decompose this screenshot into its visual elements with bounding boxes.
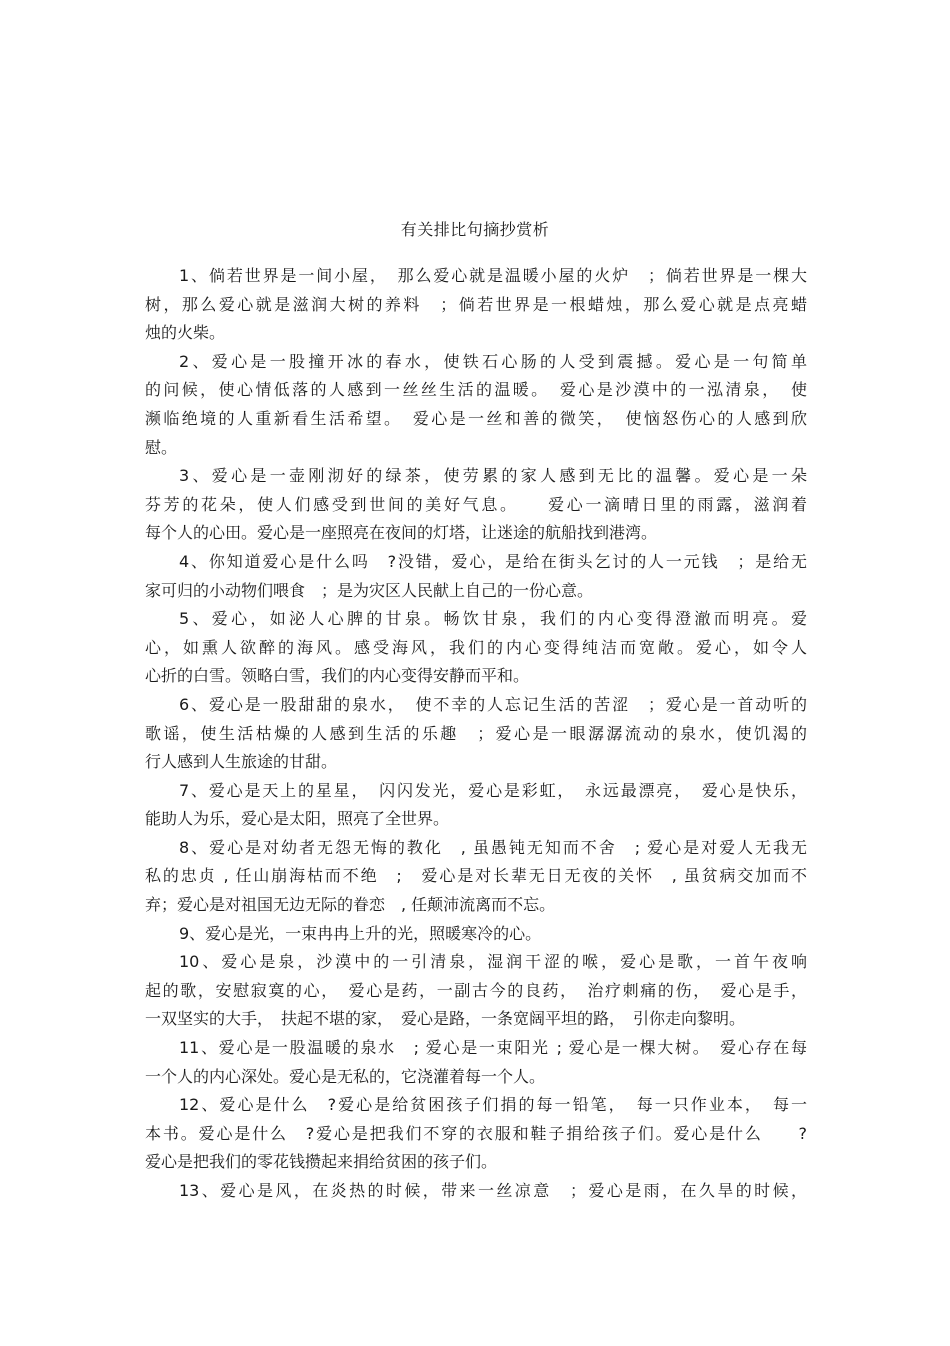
paragraph-line: 一个人的内心深处。爱心是无私的，它浇灌着每一个人。 [145, 1066, 546, 1086]
paragraph [145, 548, 807, 605]
paragraph-line: 弃；爱心是对祖国无边无际的眷恋 , 任颠沛流离而不忘。 [145, 895, 556, 915]
paragraph-line: 行人感到人生旅途的甘甜。 [145, 752, 338, 772]
paragraph-line: 13、爱心是风，在炎热的时候，带来一丝凉意 ；爱心是雨，在久旱的时候， [179, 1181, 807, 1200]
paragraph-line: 5、爱心，如泌人心脾的甘泉。畅饮甘泉，我们的内心变得澄澈而明亮。爱 [179, 609, 807, 629]
document-title: 有关排比句摘抄赏析 [400, 220, 550, 239]
paragraph [145, 605, 807, 691]
paragraph-line: 一双坚实的大手， 扶起不堪的家， 爱心是路，一条宽阔平坦的路， 引你走向黎明。 [145, 1009, 746, 1029]
paragraph-line: 6、爱心是一股甜甜的泉水， 使不幸的人忘记生活的苦涩 ；爱心是一首动听的 [179, 694, 807, 714]
paragraph-line: 11、爱心是一股温暖的泉水 ; 爱心是一束阳光 ; 爱心是一棵大树。 爱心存在每 [179, 1038, 807, 1058]
paragraph-line: 4、你知道爱心是什么吗 ?没错，爱心，是给在街头乞讨的人一元钱 ；是给无 [179, 551, 807, 571]
paragraph-line: 能助人为乐，爱心是太阳，照亮了全世界。 [145, 809, 450, 829]
paragraph [145, 1034, 807, 1091]
paragraph-line: 8、爱心是对幼者无怨无悔的教化 , 虽愚钝无知而不舍 ; 爱心是对爱人无我无 [179, 837, 807, 857]
paragraph [145, 262, 807, 348]
paragraph-line: 每个人的心田。爱心是一座照亮在夜间的灯塔，让迷途的航船找到港湾。 [145, 523, 658, 543]
paragraph [145, 834, 807, 920]
paragraph [145, 348, 807, 462]
paragraph [145, 691, 807, 777]
paragraph-line: 爱心是把我们的零花钱攒起来捐给贫困的孩子们。 [145, 1152, 498, 1172]
paragraph-line: 起的歌，安慰寂寞的心， 爱心是药，一副古今的良药， 治疗刺痛的伤， 爱心是手， [145, 980, 807, 1000]
paragraph-line: 濒临绝境的人重新看生活希望。 爱心是一丝和善的微笑， 使恼怒伤心的人感到欣 [145, 408, 807, 428]
paragraph-line: 3、爱心是一壶刚沏好的绿茶，使劳累的家人感到无比的温馨。爱心是一朵 [179, 466, 807, 486]
paragraph-line: 2、爱心是一股撞开冰的春水，使铁石心肠的人受到震撼。爱心是一句简单 [179, 351, 807, 371]
paragraph-line: 本书。爱心是什么 ?爱心是把我们不穿的衣服和鞋子捐给孩子们。爱心是什么 ? [145, 1123, 807, 1143]
paragraph [145, 948, 807, 1034]
paragraph-line: 烛的火柴。 [145, 323, 226, 343]
paragraph-line: 芬芳的花朵，使人们感受到世间的美好气息。 爱心一滴晴日里的雨露，滋润着 [145, 494, 807, 514]
paragraph [145, 1177, 807, 1206]
paragraph-line: 心，如熏人欲醉的海风。感受海风，我们的内心变得纯洁而宽敞。爱心，如令人 [145, 637, 807, 657]
paragraph-line: 心折的白雪。领略白雪，我们的内心变得安静而平和。 [145, 666, 530, 686]
paragraph-line: 私的忠贞 , 任山崩海枯而不绝 ; 爱心是对长辈无日无夜的关怀 , 虽贫病交加而不 [145, 866, 807, 886]
paragraph-line: 12、爱心是什么 ?爱心是给贫困孩子们捐的每一铅笔， 每一只作业本， 每一 [179, 1095, 807, 1115]
paragraph [145, 777, 807, 834]
paragraph [145, 1091, 807, 1177]
paragraph-line: 9、爱心是光，一束冉冉上升的光，照暖寒冷的心。 [179, 923, 542, 943]
paragraph-line: 树，那么爱心就是滋润大树的养料 ；倘若世界是一根蜡烛，那么爱心就是点亮蜡 [145, 294, 807, 314]
paragraph-line: 慰。 [145, 437, 178, 457]
paragraph [145, 920, 807, 949]
paragraph-line: 10、爱心是泉，沙漠中的一引清泉，湿润干涩的喉，爱心是歌，一首午夜响 [179, 952, 807, 972]
paragraph [145, 462, 807, 548]
paragraph-line: 7、爱心是天上的星星， 闪闪发光，爱心是彩虹， 永远最漂亮， 爱心是快乐， [179, 780, 807, 800]
paragraph-line: 歌谣，使生活枯燥的人感到生活的乐趣 ；爱心是一眼潺潺流动的泉水，使饥渴的 [145, 723, 807, 743]
paragraph-line: 的问候，使心情低落的人感到一丝丝生活的温暖。 爱心是沙漠中的一泓清泉， 使 [145, 380, 807, 400]
paragraph-line: 家可归的小动物们喂食 ；是为灾区人民献上自己的一份心意。 [145, 580, 594, 600]
paragraph-line: 1、倘若世界是一间小屋， 那么爱心就是温暖小屋的火炉 ；倘若世界是一棵大 [179, 266, 807, 285]
document-body [145, 262, 807, 1206]
